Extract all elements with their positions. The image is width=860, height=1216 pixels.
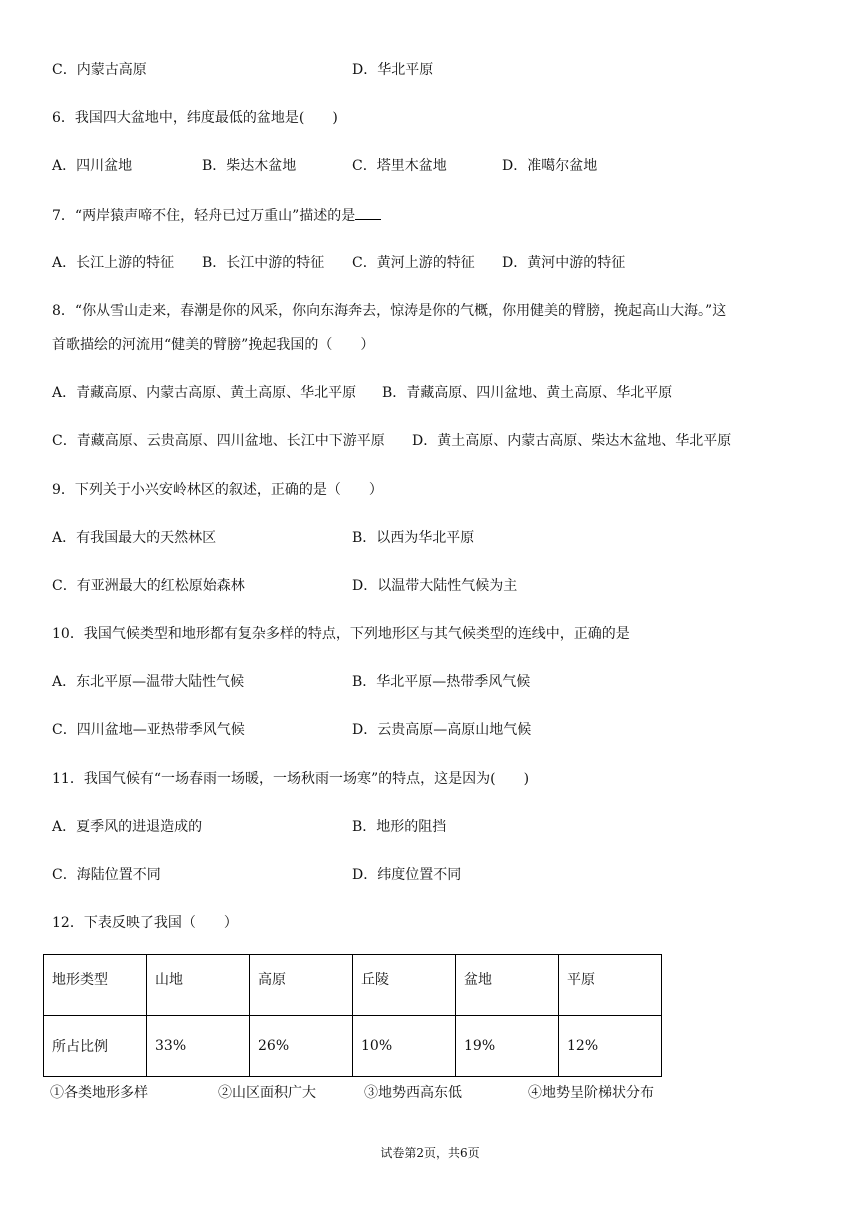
q8-stem-line1: 8．“你从雪山走来，春潮是你的风采，你向东海奔去，惊涛是你的气概，你用健美的臂膀，挽起高山大海。”这 — [52, 303, 727, 319]
q6-stem: 6．我国四大盆地中，纬度最低的盆地是( ) — [52, 110, 338, 126]
q10-option-b: B．华北平原—热带季风气候 — [352, 674, 531, 690]
q11-stem: 11．我国气候有“一场春雨一场暖，一场秋雨一场寒”的特点，这是因为( ) — [52, 771, 530, 787]
table-cell: 19% — [456, 1016, 559, 1077]
row-header-terrain-type: 地形类型 — [44, 955, 147, 1016]
q6-option-b: B．柴达木盆地 — [202, 158, 297, 174]
q11-option-c: C．海陆位置不同 — [52, 867, 161, 883]
table-cell: 盆地 — [456, 955, 559, 1016]
terrain-ratio-table — [43, 954, 662, 1077]
table-cell: 山地 — [147, 955, 250, 1016]
table-cell: 高原 — [250, 955, 353, 1016]
q9-option-a: A．有我国最大的天然林区 — [52, 530, 217, 546]
q12-statement-1: ①各类地形多样 — [50, 1085, 148, 1101]
table-row — [44, 1016, 662, 1077]
q9-option-b: B．以西为华北平原 — [352, 530, 475, 546]
q7-stem: 7．“两岸猿声啼不住，轻舟已过万重山”描述的是 — [52, 208, 356, 224]
q10-option-c: C．四川盆地—亚热带季风气候 — [52, 722, 245, 738]
q7-stem-line — [52, 205, 381, 226]
q5-option-d: D．华北平原 — [352, 62, 434, 78]
q12-stem: 12．下表反映了我国（ ） — [52, 915, 238, 931]
q11-option-d: D．纬度位置不同 — [352, 867, 462, 883]
q8-option-b: B．青藏高原、四川盆地、黄土高原、华北平原 — [382, 385, 673, 401]
table-cell: 10% — [353, 1016, 456, 1077]
q9-stem: 9．下列关于小兴安岭林区的叙述，正确的是（ ） — [52, 482, 383, 498]
table-cell: 平原 — [559, 955, 662, 1016]
q7-option-a: A．长江上游的特征 — [52, 255, 175, 271]
row-header-ratio: 所占比例 — [44, 1016, 147, 1077]
answer-blank — [355, 205, 381, 220]
q9-option-c: C．有亚洲最大的红松原始森林 — [52, 578, 245, 594]
q6-option-a: A．四川盆地 — [52, 158, 133, 174]
q8-option-c: C．青藏高原、云贵高原、四川盆地、长江中下游平原 — [52, 433, 385, 449]
q10-option-a: A．东北平原—温带大陆性气候 — [52, 674, 245, 690]
q12-statement-2: ②山区面积广大 — [218, 1085, 316, 1101]
table-row — [44, 955, 662, 1016]
q7-option-b: B．长江中游的特征 — [202, 255, 325, 271]
q7-option-d: D．黄河中游的特征 — [502, 255, 626, 271]
q10-option-d: D．云贵高原—高原山地气候 — [352, 722, 532, 738]
q6-option-c: C．塔里木盆地 — [352, 158, 447, 174]
q8-stem-line2: 首歌描绘的河流用“健美的臂膀”挽起我国的（ ） — [52, 337, 375, 353]
q8-option-a: A．青藏高原、内蒙古高原、黄土高原、华北平原 — [52, 385, 357, 401]
q8-option-d: D．黄土高原、内蒙古高原、柴达木盆地、华北平原 — [412, 433, 732, 449]
table-cell: 33% — [147, 1016, 250, 1077]
q11-option-b: B．地形的阻挡 — [352, 819, 447, 835]
q6-option-d: D．准噶尔盆地 — [502, 158, 598, 174]
table-cell: 26% — [250, 1016, 353, 1077]
q9-option-d: D．以温带大陆性气候为主 — [352, 578, 518, 594]
q7-option-c: C．黄河上游的特征 — [352, 255, 475, 271]
q11-option-a: A．夏季风的进退造成的 — [52, 819, 203, 835]
q5-option-c: C．内蒙古高原 — [52, 62, 147, 78]
q10-stem: 10．我国气候类型和地形都有复杂多样的特点，下列地形区与其气候类型的连线中，正确的是 — [52, 626, 630, 642]
table-cell: 丘陵 — [353, 955, 456, 1016]
table-cell: 12% — [559, 1016, 662, 1077]
page-footer: 试卷第2页，共6页 — [380, 1146, 480, 1160]
q12-statement-4: ④地势呈阶梯状分布 — [528, 1085, 654, 1101]
q12-statement-3: ③地势西高东低 — [364, 1085, 462, 1101]
